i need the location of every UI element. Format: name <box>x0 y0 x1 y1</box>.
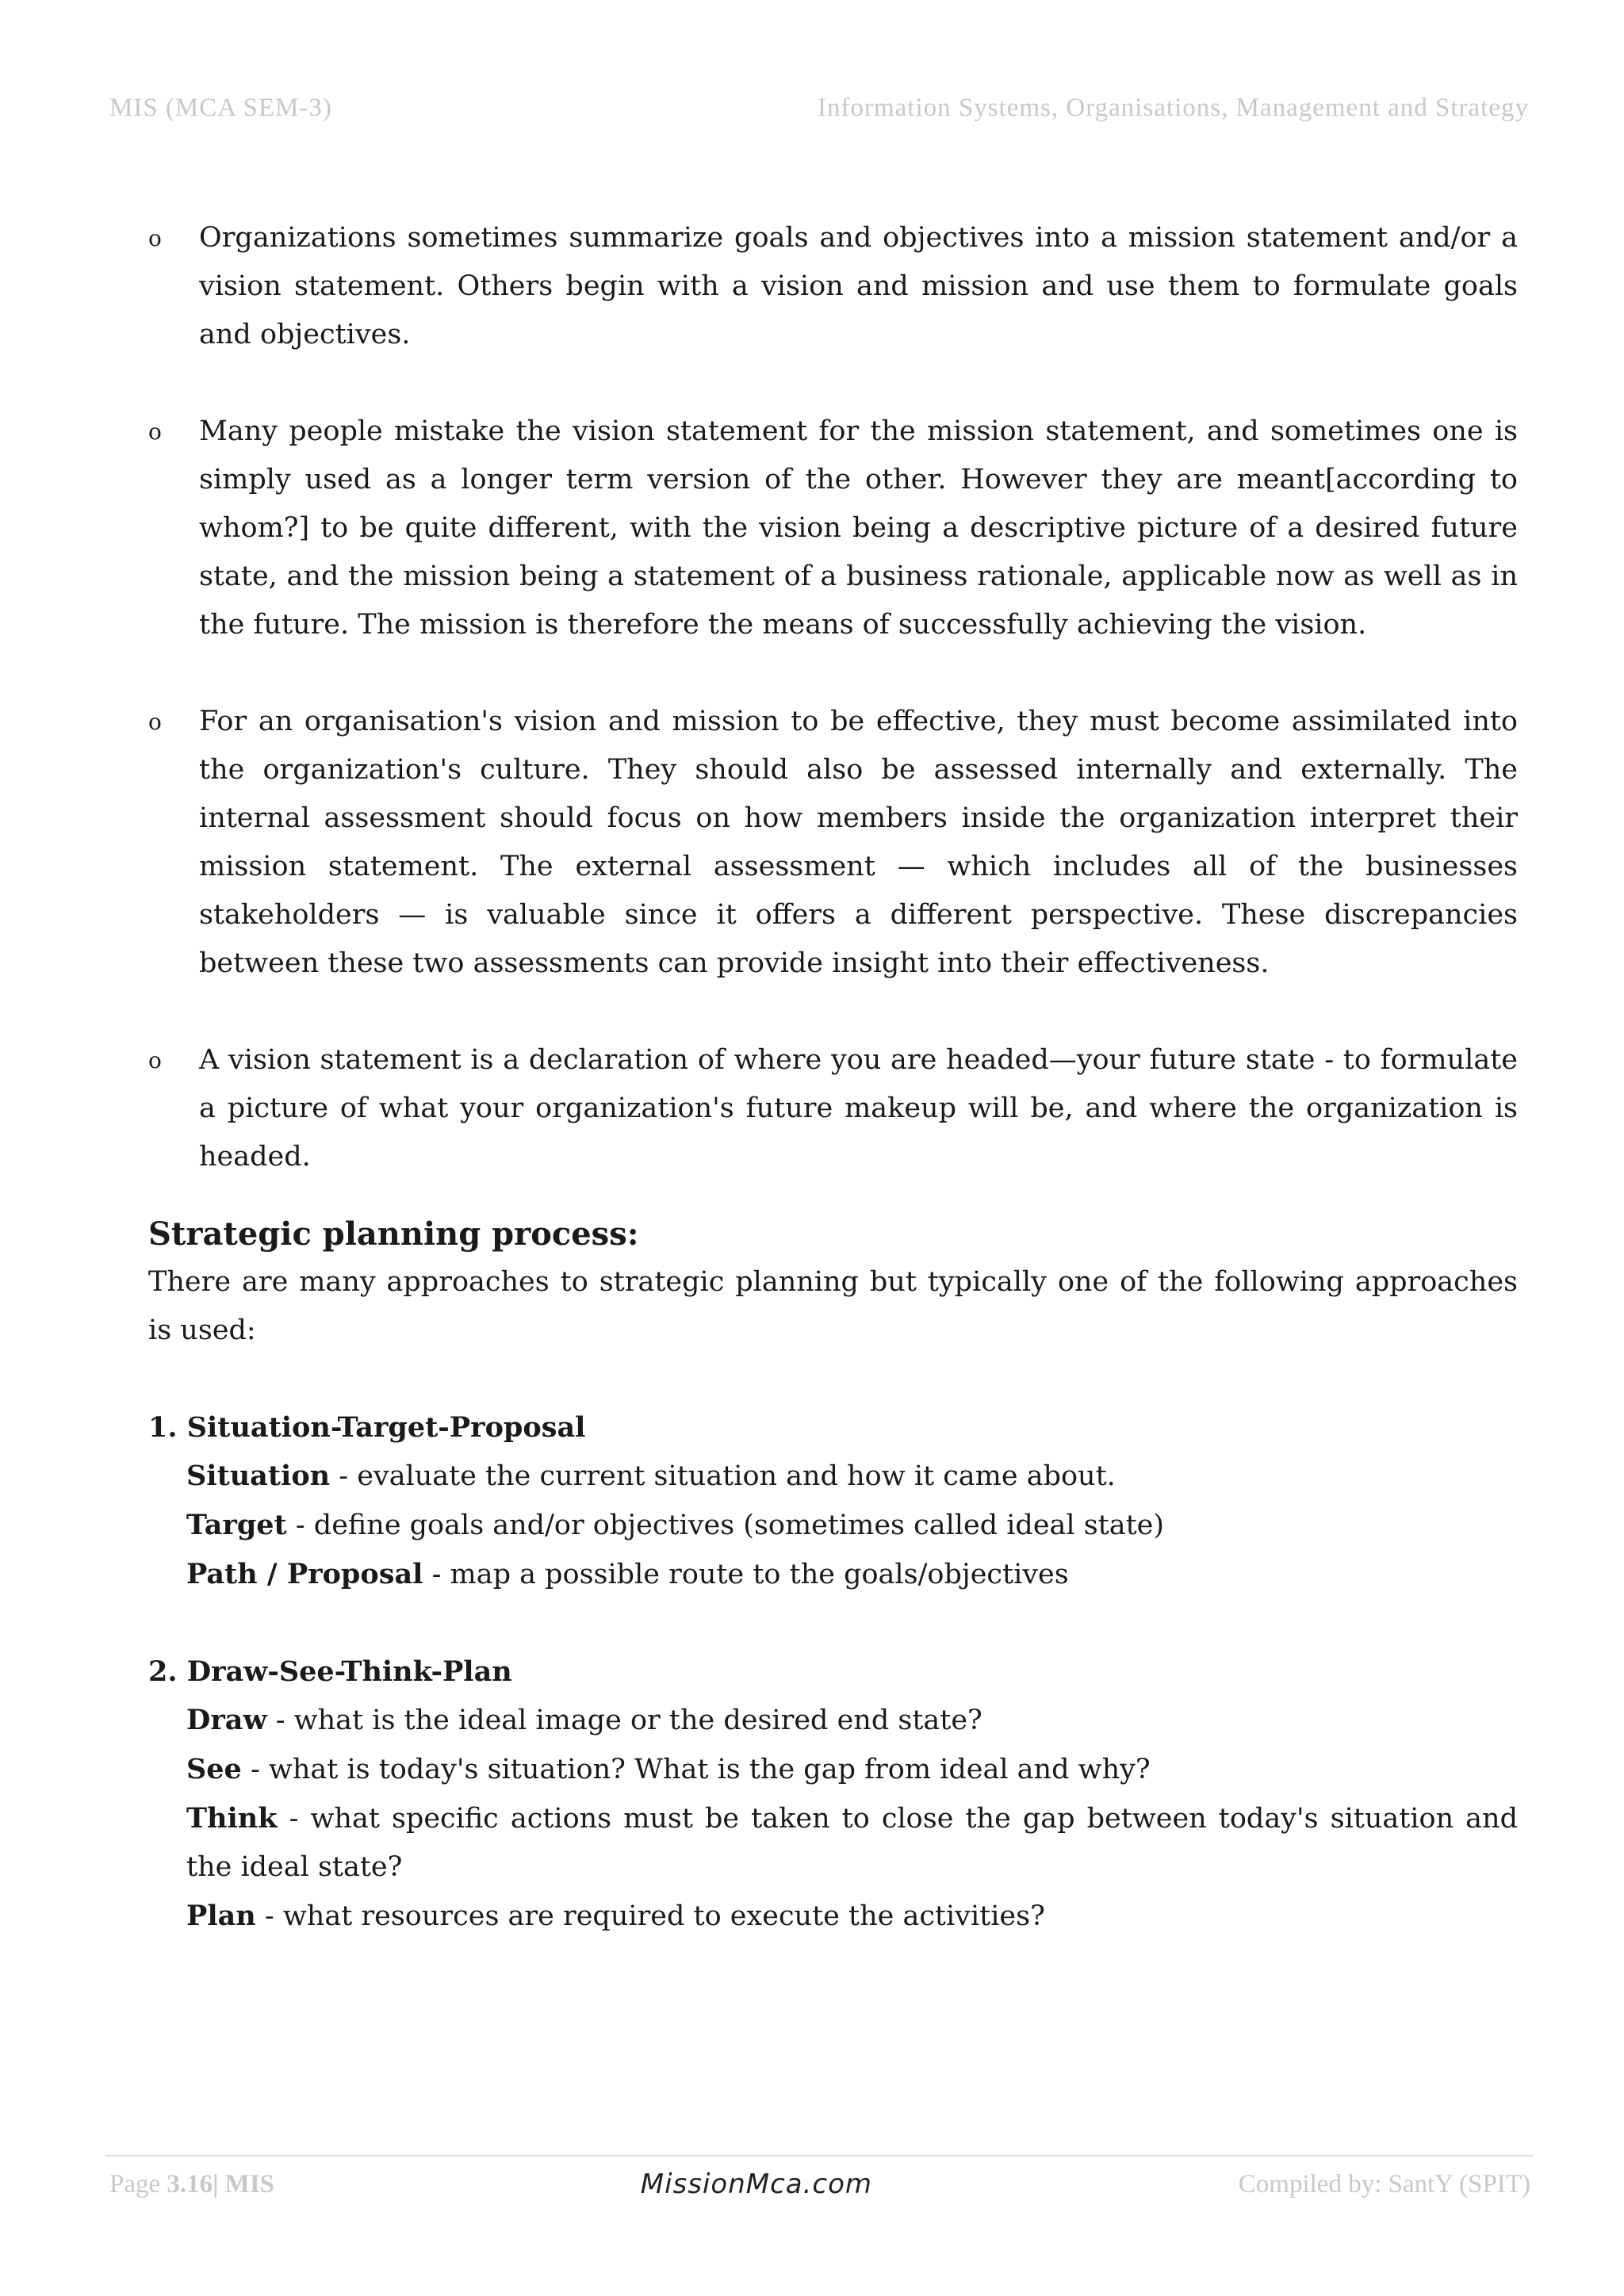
page-subject: | MIS <box>213 2169 275 2198</box>
definition-item <box>148 1892 1518 1941</box>
header-chapter: Information Systems, Organisations, Management and Strategy <box>818 94 1529 122</box>
definition-item <box>148 1452 1518 1501</box>
bullet-list <box>148 214 1518 1181</box>
definition-item <box>148 1745 1518 1794</box>
list-item <box>148 1036 1518 1181</box>
section-intro: There are many approaches to strategic planning but typically one of the following approaches is used: <box>148 1266 1518 1346</box>
list-item <box>148 698 1518 988</box>
page-footer <box>109 2168 1530 2200</box>
definition-term: Situation <box>186 1460 331 1492</box>
definition-term: Target <box>186 1509 287 1541</box>
list-item-text: Many people mistake the vision statement for the mission statement, and sometimes one is simply used as a longer term version of the other. However they are meant[according to whom?] to be quite different, with the vision being a descriptive picture of a desired future state, and the mission being a statement of a business rationale, applicable now as well as in the future. The mission is therefore the means of successfully achieving the vision. <box>199 415 1518 641</box>
page-number <box>109 2170 274 2199</box>
header-course: MIS (MCA SEM-3) <box>109 94 332 122</box>
list-item-text: A vision statement is a declaration of where you are headed—your future state - to formulate a picture of what your organization's future makeup will be, and where the organization is headed. <box>199 1044 1518 1173</box>
definition-item <box>148 1696 1518 1745</box>
definition-term: See <box>186 1753 242 1785</box>
list-item-text: For an organisation's vision and mission to be effective, they must become assimilated into the organization's culture. They should also be assessed internally and externally. The internal assessment should focus on how members inside the organization interpret their mission statement. The external assessment — which includes all of the businesses stakeholders — is valuable since it offers a different perspective. These discrepancies between these two assessments can provide insight into their effectiveness. <box>199 706 1518 979</box>
definition-text: - what specific actions must be taken to close the gap between today's situation and the ideal state? <box>186 1803 1518 1883</box>
page-number-value: 3.16 <box>167 2169 213 2198</box>
definition-text: - what resources are required to execute the activities? <box>255 1900 1045 1932</box>
definition-item <box>148 1794 1518 1892</box>
definition-text: - define goals and/or objectives (sometimes called ideal state) <box>286 1510 1165 1541</box>
list-item <box>148 408 1518 649</box>
definition-text: - map a possible route to the goals/objectives <box>423 1559 1069 1590</box>
bullet-marker: o <box>148 709 162 735</box>
bullet-marker: o <box>148 1047 162 1073</box>
definition-term: Draw <box>186 1704 267 1736</box>
page-label: Page <box>109 2169 167 2198</box>
section-heading: Strategic planning process: <box>148 1215 639 1253</box>
definition-item <box>148 1501 1518 1550</box>
site-logo: MissionMca.com <box>640 2168 873 2200</box>
footer-divider <box>105 2155 1533 2156</box>
definition-item <box>148 1550 1518 1599</box>
definition-term: Path / Proposal <box>186 1558 423 1590</box>
definition-text: - what is today's situation? What is the gap from ideal and why? <box>241 1754 1151 1785</box>
bullet-marker: o <box>148 225 162 251</box>
definition-text: - evaluate the current situation and how it came about. <box>330 1460 1116 1492</box>
main-content <box>148 214 1518 1941</box>
definition-text: - what is the ideal image or the desired end state? <box>266 1705 982 1736</box>
list-item <box>148 214 1518 359</box>
page-header <box>109 94 1529 123</box>
approach-1-heading: 1. Situation-Target-Proposal <box>148 1411 586 1444</box>
definition-term: Plan <box>186 1900 256 1932</box>
approach-2-heading: 2. Draw-See-Think-Plan <box>148 1655 512 1688</box>
compiled-by: Compiled by: SantY (SPIT) <box>1238 2169 1530 2198</box>
definition-term: Think <box>186 1802 278 1835</box>
bullet-marker: o <box>148 419 162 445</box>
list-item-text: Organizations sometimes summarize goals and objectives into a mission statement and/or a vision statement. Others begin with a vision and mission and use them to formulate goals and objectives. <box>199 222 1518 350</box>
